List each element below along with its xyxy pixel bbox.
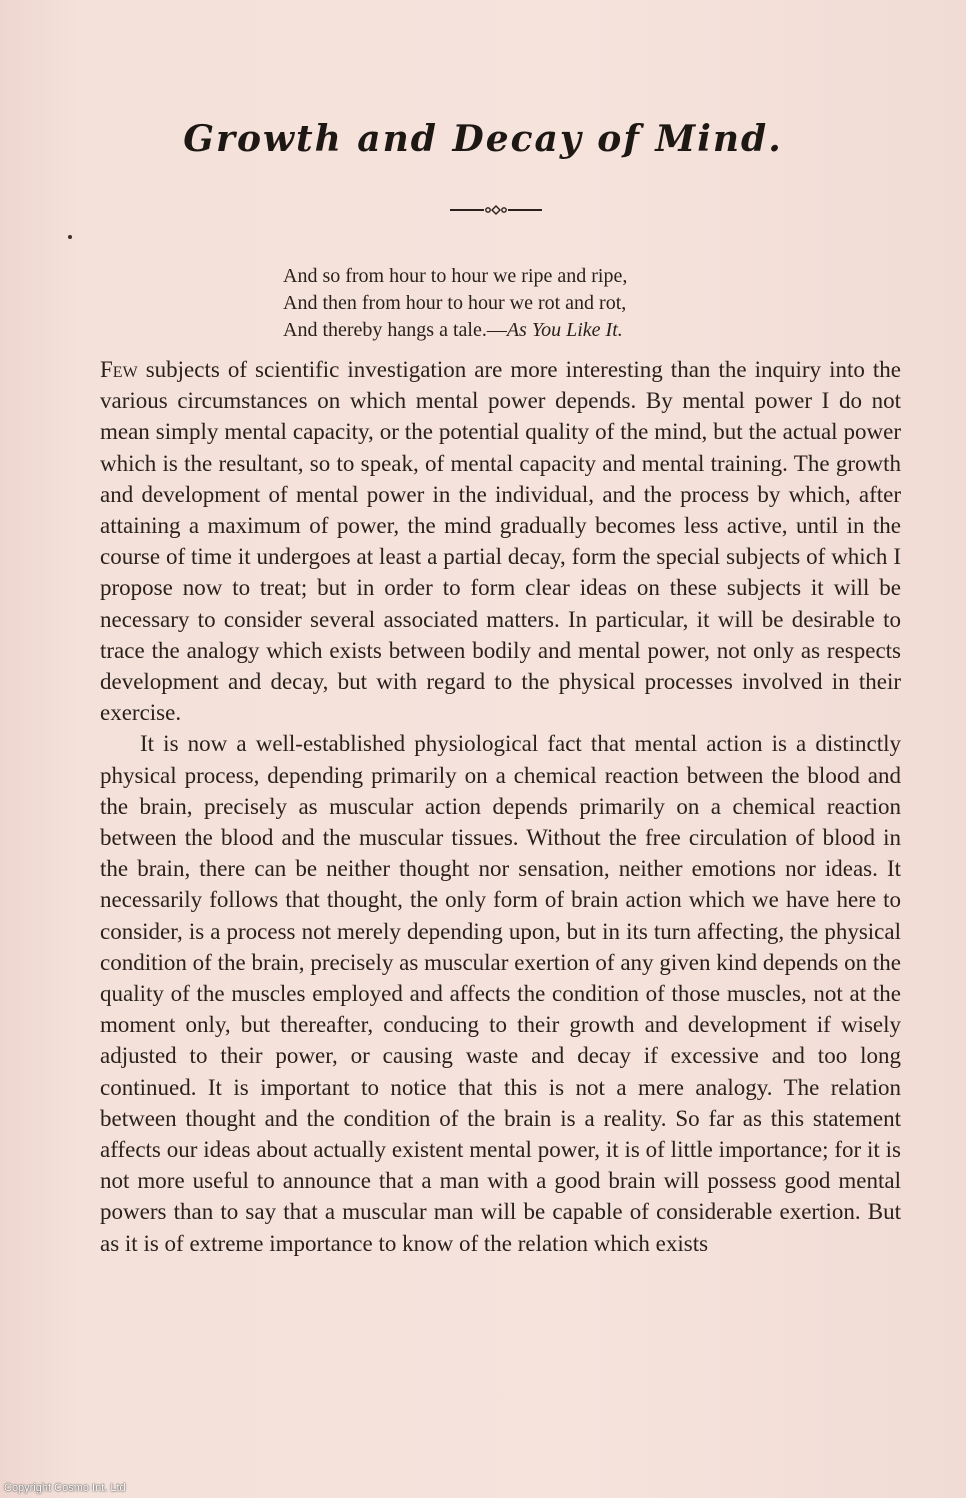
paragraph-1-text: subjects of scientific investigation are more interesting than the inquiry into the various circumstances on which mental power depends. By mental power I do not mean simply mental capacity, or the potential quality of the mind, but the actual power which is the resultant, so to speak, of mental capacity and mental training. The growth and development of mental power in the individual, and the process by which, after attaining a maximum of power, the mind gradually becomes less active, until in the course of time it undergoes at least a partial decay, form the special subjects of which I propose now to treat; but in order to form clear ideas on these subjects it will be necessary to consider several associated matters. In particular, it will be desirable to trace the analogy which exists between bodily and mental power, not only as respects development and decay, but with regard to the physical processes involved in their exercise. [100, 357, 901, 726]
epigraph-line-2: And then from hour to hour we rot and rot, [283, 292, 627, 314]
ornament-divider-icon [450, 200, 542, 220]
epigraph [283, 263, 843, 344]
article-body [100, 354, 901, 1259]
ink-speck [68, 235, 72, 239]
copyright-watermark: Copyright Cosmo Int. Ltd [4, 1482, 126, 1494]
epigraph-line-1: And so from hour to hour we ripe and ripe, [283, 265, 628, 287]
paragraph-1-lead: Few [100, 357, 138, 382]
paragraph-2: It is now a well-established physiological fact that mental action is a distinctly physical process, depending primarily on a chemical reaction between the blood and the brain, precisely as muscular action depends primarily on a chemical reaction between the blood and the muscular tissues. Without the free circulation of blood in the brain, there can be neither thought nor sensation, neither emotions nor ideas. It necessarily follows that thought, the only form of brain action which we have here to consider, is a process not merely depending upon, but in its turn affecting, the physical condition of the brain, precisely as muscular exertion of any given kind depends on the quality of the muscles employed and affects the condition of those muscles, not at the moment only, but thereafter, conducing to their growth and development if wisely adjusted to their power, or causing waste and decay if excessive and too long continued. It is important to notice that this is not a mere analogy. The relation between thought and the condition of the brain is a reality. So far as this statement affects our ideas about actually existent mental power, it is of little importance; for it is not more useful to announce that a man with a good brain will possess good mental powers than to say that a muscular man will be capable of considerable exertion. But as it is of extreme importance to know of the relation which exists [100, 731, 901, 1256]
epigraph-line-3 [283, 317, 843, 344]
epigraph-line-3-text: And thereby hangs a tale.— [283, 319, 507, 341]
paragraph-1 [100, 354, 901, 728]
epigraph-source: As You Like It. [506, 319, 623, 341]
article-title: Growth and Decay of Mind. [183, 118, 783, 160]
